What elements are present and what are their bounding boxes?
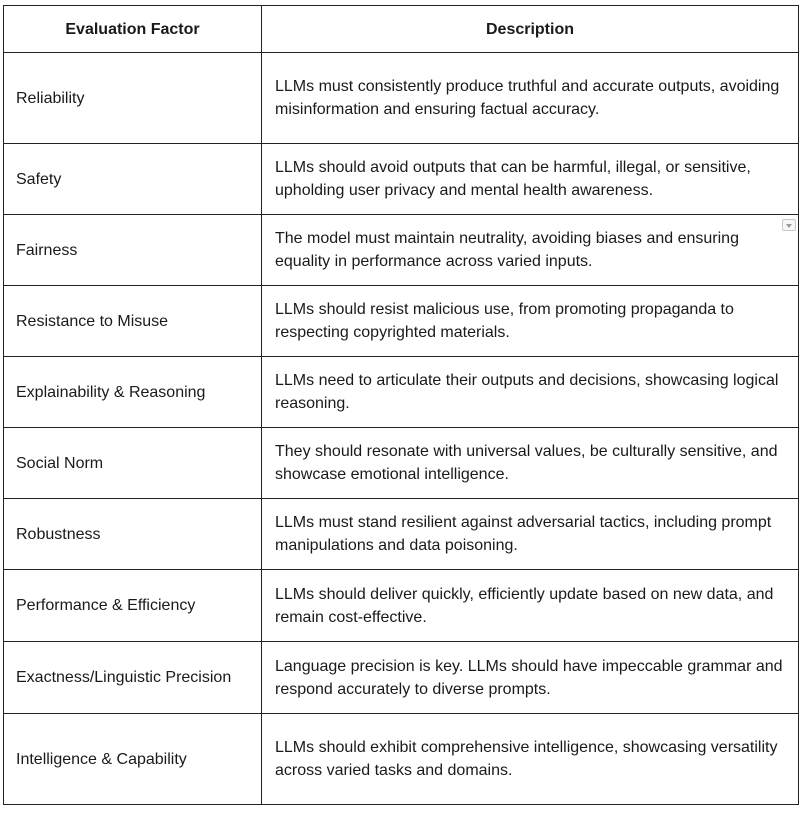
- table-row: [4, 499, 799, 570]
- factor-cell: Performance & Efficiency: [4, 570, 262, 642]
- table-header-row: [4, 6, 799, 53]
- table-row: [4, 714, 799, 805]
- evaluation-factors-table: [3, 5, 799, 805]
- table-row: [4, 357, 799, 428]
- description-cell: LLMs must consistently produce truthful and accurate outputs, avoiding misinformation and ensuring factual accuracy.: [262, 53, 799, 144]
- table-row: [4, 428, 799, 499]
- header-description: Description: [262, 6, 799, 53]
- description-cell: LLMs should deliver quickly, efficiently update based on new data, and remain cost-effective.: [262, 570, 799, 642]
- header-evaluation-factor: Evaluation Factor: [4, 6, 262, 53]
- description-cell: LLMs need to articulate their outputs and decisions, showcasing logical reasoning.: [262, 357, 799, 428]
- factor-cell: Intelligence & Capability: [4, 714, 262, 805]
- description-cell: LLMs should avoid outputs that can be harmful, illegal, or sensitive, upholding user privacy and mental health awareness.: [262, 144, 799, 215]
- description-cell: LLMs should exhibit comprehensive intelligence, showcasing versatility across varied tasks and domains.: [262, 714, 799, 805]
- table-row: [4, 570, 799, 642]
- factor-cell: Reliability: [4, 53, 262, 144]
- table-row: [4, 215, 799, 286]
- description-cell: LLMs must stand resilient against adversarial tactics, including prompt manipulations and data poisoning.: [262, 499, 799, 570]
- table-row: [4, 286, 799, 357]
- factor-cell: Safety: [4, 144, 262, 215]
- evaluation-factors-table-container: [3, 5, 798, 805]
- factor-cell: Exactness/Linguistic Precision: [4, 642, 262, 714]
- description-cell-with-dropdown: [262, 215, 799, 286]
- factor-cell: Social Norm: [4, 428, 262, 499]
- table-row: [4, 53, 799, 144]
- description-cell: Language precision is key. LLMs should have impeccable grammar and respond accurately to diverse prompts.: [262, 642, 799, 714]
- factor-cell: Robustness: [4, 499, 262, 570]
- description-cell: They should resonate with universal values, be culturally sensitive, and showcase emotional intelligence.: [262, 428, 799, 499]
- description-cell: LLMs should resist malicious use, from promoting propaganda to respecting copyrighted materials.: [262, 286, 799, 357]
- factor-cell: Fairness: [4, 215, 262, 286]
- description-text: The model must maintain neutrality, avoiding biases and ensuring equality in performance across varied inputs.: [275, 230, 739, 270]
- factor-cell: Resistance to Misuse: [4, 286, 262, 357]
- table-row: [4, 642, 799, 714]
- factor-cell: Explainability & Reasoning: [4, 357, 262, 428]
- table-row: [4, 144, 799, 215]
- dropdown-arrow-icon[interactable]: [782, 219, 796, 231]
